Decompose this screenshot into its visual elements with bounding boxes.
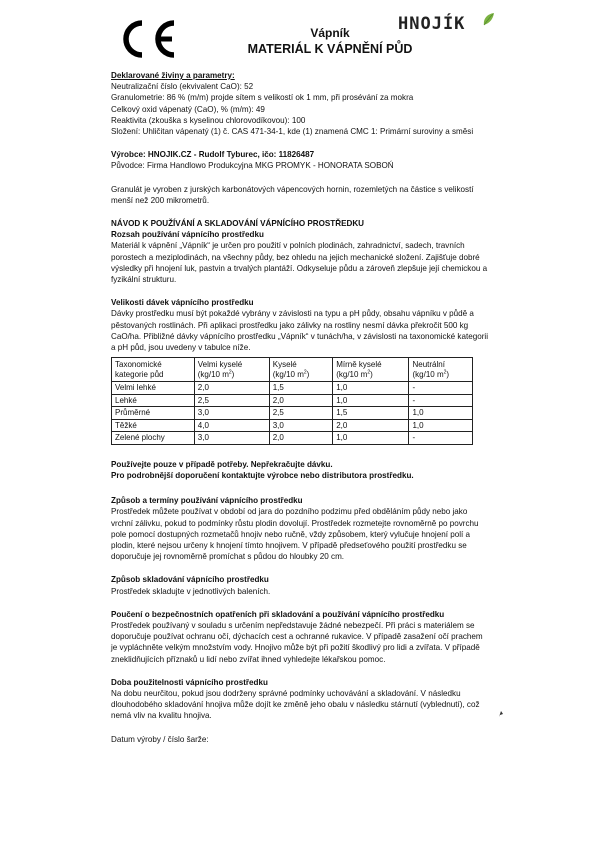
logo-text: HNOJÍK — [398, 14, 466, 34]
table-cell: 2,0 — [269, 432, 332, 445]
table-cell: 1,0 — [409, 407, 473, 420]
header-acidic: Kyselé (kg/10 $m^2$) — [269, 358, 332, 382]
table-cell: - — [409, 382, 473, 395]
table-row — [112, 394, 473, 407]
table-cell: Lehké — [112, 394, 195, 407]
declared-line: Reaktivita (zkouška s kyselinou chlorovodíkovou): 100 — [111, 115, 306, 125]
table-cell: 3,0 — [194, 407, 269, 420]
method-heading: Způsob a termíny používání vápnícího prostředku — [111, 496, 303, 506]
table-cell: 3,0 — [194, 432, 269, 445]
table-cell: - — [409, 432, 473, 445]
table-cell: 1,5 — [269, 382, 332, 395]
table-cell: 1,0 — [409, 419, 473, 432]
table-cell: Velmi lehké — [112, 382, 195, 395]
declared-line: Celkový oxid vápenatý (CaO), % (m/m): 49 — [111, 104, 265, 114]
table-header-row — [112, 358, 473, 382]
declared-heading: Deklarované živiny a parametry: — [111, 71, 235, 80]
stray-mark-icon — [498, 710, 504, 718]
declared-line: Složení: Uhličitan vápenatý (1) č. CAS 471-34-1, kde (1) znamená CMC 1: Primární suroviny a směsi — [111, 127, 474, 137]
header-taxonomy: Taxonomické kategorie půd — [112, 358, 195, 382]
table-cell: 2,0 — [333, 419, 409, 432]
leaf-icon — [481, 11, 495, 27]
declared-line: Granulometrie: 86 % (m/m) projde sítem s velikostí ok 1 mm, při prosévání za mokra — [111, 93, 414, 103]
table-cell: Těžké — [112, 419, 195, 432]
dose-table — [111, 357, 473, 445]
table-cell: 1,0 — [333, 382, 409, 395]
storage-text: Prostředek skladujte v jednotlivých baleních. — [111, 586, 271, 596]
header-very-acidic: Velmi kyselé (kg/10 $m^2$) — [194, 358, 269, 382]
origin-line: Původce: Firma Handlowo Produkcyjna MKG PROMYK - HONORATA SOBOŃ — [111, 161, 394, 171]
table-cell: Zelené plochy — [112, 432, 195, 445]
safety-heading: Poučení o bezpečnostních opatřeních při skladování a používání vápnícího prostředku — [111, 609, 445, 619]
usage-main-heading: NÁVOD K POUŽÍVÁNÍ A SKLADOVÁNÍ VÁPNÍCÍHO PROSTŘEDKU — [111, 219, 365, 229]
product-subtitle: MATERIÁL K VÁPNĚNÍ PŮD — [247, 42, 413, 56]
table-cell: 2,5 — [194, 394, 269, 407]
ce-mark-icon — [112, 18, 180, 60]
header-neutral: Neutrální (kg/10 $m^2$) — [409, 358, 473, 382]
table-cell: Průměrné — [112, 407, 195, 420]
table-cell: 1,0 — [333, 394, 409, 407]
table-cell: 4,0 — [194, 419, 269, 432]
batch-label: Datum výroby / číslo šarže: — [111, 734, 209, 744]
header-slightly-acidic: Mírně kyselé (kg/10 $m^2$) — [333, 358, 409, 382]
warning-line: Používejte pouze v případě potřeby. Nepřekračujte dávku. — [111, 459, 333, 469]
document-body — [111, 70, 491, 745]
table-cell: 2,5 — [269, 407, 332, 420]
scope-text: Materiál k vápnění „Vápník“ je určen pro použití v polních plodinách, zahradnictví, sadech, travních porostech a meziplodinách, na všechny půdy, bez ohledu na jejich mechanické složení. Zajišťuje dobré výsledky při hnojení luk, pastvin a trvalých plantáží. Odkyseluje půdu a zároveň zlepšuje její chemickou a fyzikální strukturu. — [111, 241, 488, 285]
shelf-life-heading: Doba použitelnosti vápnícího prostředku — [111, 677, 268, 687]
table-cell: 1,5 — [333, 407, 409, 420]
doses-text: Dávky prostředku musí být pokaždé vybrány v závislosti na typu a pH půdy, obsahu vápníku v půdě a pěstovaných rostlinách. Při aplikaci prostředku jako zálivky na rostliny nesmí dávka překročit 500 kg CaO/ha. Přibližné dávky vápnícího prostředku „Vápník“ v tunách/ha, v závislosti na taxonomické kategorii a pH půd, jsou uvedeny v tabulce níže. — [111, 309, 488, 353]
safety-text: Prostředek používaný v souladu s určením nepředstavuje žádné nebezpečí. Při práci s materiálem se doporučuje používat ochranu očí, dýchacích cest a ochranné rukavice. V případě zasažení očí prachem je vypláchněte velkým množstvím vody. Hnojivo může být při požití škodlivý pro lidi a zvířata. V případě zneklidňujících příznaků u lidí nebo zvířat ihned vyhledejte lékařskou pomoc. — [111, 621, 483, 664]
doses-heading: Velikosti dávek vápnícího prostředku — [111, 298, 254, 308]
table-row — [112, 407, 473, 420]
table-row — [112, 382, 473, 395]
storage-heading: Způsob skladování vápnícího prostředku — [111, 575, 269, 585]
method-text: Prostředek můžete používat v období od jara do pozdního podzimu před obděláním půdy nebo jako vrchní zálivku, pokud to podmínky růstu plodin dovolují. Prostředek rozmetejte rovnoměrně po povrchu pole pomocí dostupných rozmetačů hnojiv nebo ručně, vždy způsobem, který vylučuje hnojení polí a plodin, které nejsou určeny k hnojení tímto hnojivem. V případě předseťového použití prostředku se doporučuje jej rovnoměrně promíchat s půdou do hloubky 20 cm. — [111, 507, 479, 562]
hnojik-logo — [398, 14, 465, 34]
table-cell: 1,0 — [333, 432, 409, 445]
producer-line: Výrobce: HNOJIK.CZ - Rudolf Tyburec, ičo: 11826487 — [111, 150, 315, 160]
granulate-text: Granulát je vyroben z jurských karbonátových vápencových hornin, rozemletých na částice s velikostí menší než 200 mikrometrů. — [111, 184, 474, 205]
contact-line: Pro podrobnější doporučení kontaktujte výrobce nebo distributora prostředku. — [111, 470, 414, 480]
scope-heading: Rozsah používání vápnícího prostředku — [111, 230, 264, 240]
table-cell: 3,0 — [269, 419, 332, 432]
product-name: Vápník — [310, 26, 350, 40]
table-cell: - — [409, 394, 473, 407]
table-cell: 2,0 — [194, 382, 269, 395]
table-row — [112, 432, 473, 445]
table-cell: 2,0 — [269, 394, 332, 407]
table-row — [112, 419, 473, 432]
declared-line: Neutralizační číslo (ekvivalent CaO): 52 — [111, 82, 254, 92]
shelf-life-text: Na dobu neurčitou, pokud jsou dodrženy správné podmínky uchovávání a skladování. V následku dlouhodobého skladování hnojiva může dojít ke změně jeho obalu v následku stárnutí (vyblednutí), což nemá vliv na kvalitu hnojiva. — [111, 689, 480, 721]
